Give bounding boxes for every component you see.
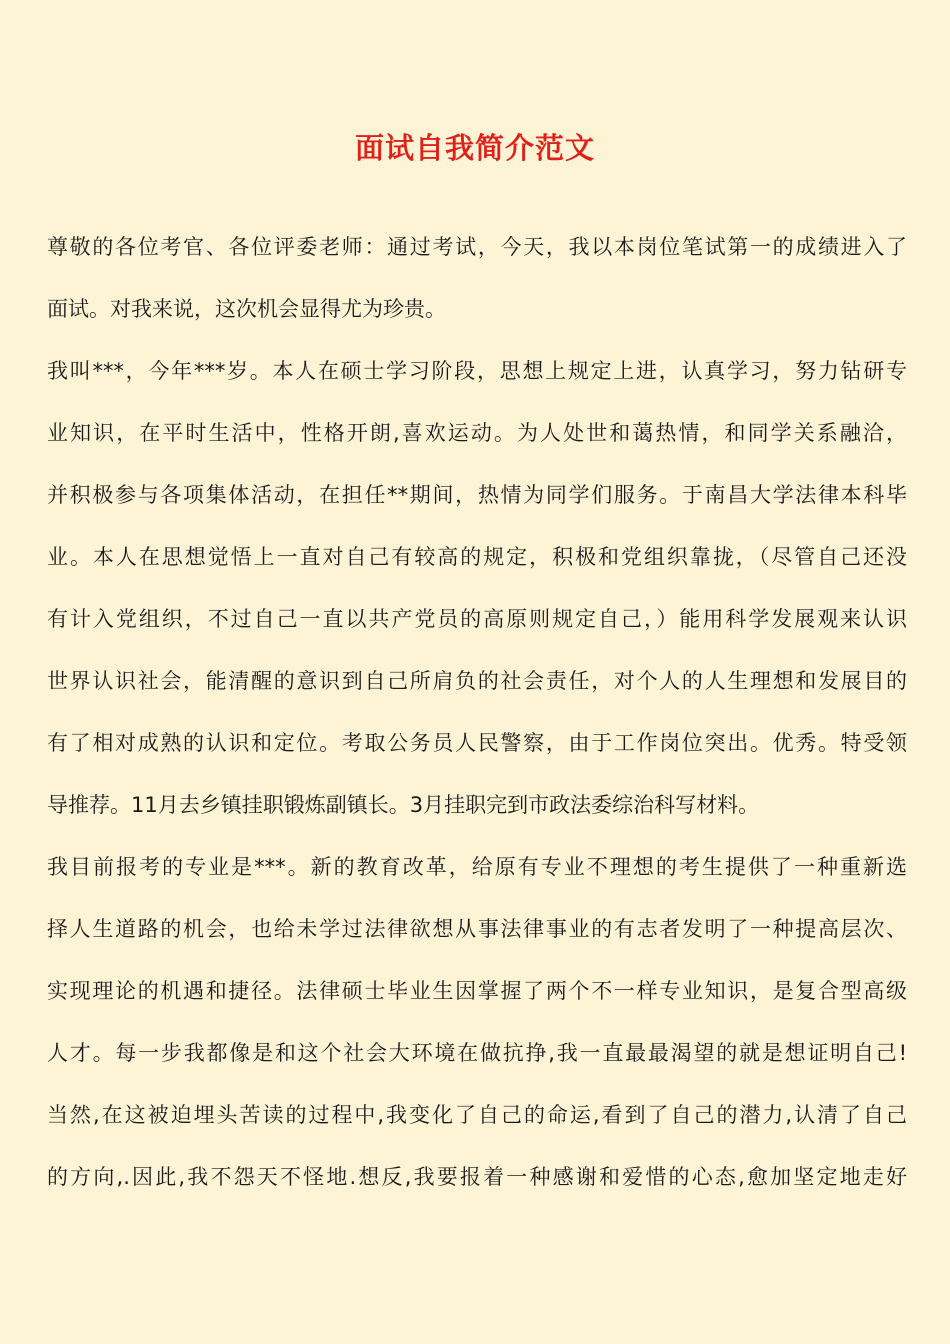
paragraph-line: 有计入党组织，不过自己一直以共产党员的高原则规定自己，）能用科学发展观来认识 xyxy=(47,607,907,631)
paragraph-line: 尊敬的各位考官、各位评委老师：通过考试，今天，我以本岗位笔试第一的成绩进入了 xyxy=(47,235,907,259)
paragraph-line: 有了相对成熟的认识和定位。考取公务员人民警察，由于工作岗位突出。优秀。特受领 xyxy=(47,731,907,755)
paragraph-line: 人才。每一步我都像是和这个社会大环境在做抗挣,我一直最最渴望的就是想证明自己! xyxy=(47,1041,907,1065)
paragraph-line: 实现理论的机遇和捷径。法律硕士毕业生因掌握了两个不一样专业知识，是复合型高级 xyxy=(47,979,907,1003)
paragraph-line: 导推荐。11月去乡镇挂职锻炼副镇长。3月挂职完到市政法委综治科写材料。 xyxy=(47,793,760,817)
paragraph-line: 择人生道路的机会，也给未学过法律欲想从事法律事业的有志者发明了一种提高层次、 xyxy=(47,917,907,941)
paragraph-line: 业。本人在思想觉悟上一直对自己有较高的规定，积极和党组织靠拢，（尽管自己还没 xyxy=(47,545,907,569)
paragraph-line: 我叫***，今年***岁。本人在硕士学习阶段，思想上规定上进，认真学习，努力钻研专 xyxy=(47,359,907,383)
document-body xyxy=(47,216,907,1208)
paragraph-line: 面试。对我来说，这次机会显得尤为珍贵。 xyxy=(47,297,446,321)
paragraph-line: 并积极参与各项集体活动，在担任**期间，热情为同学们服务。于南昌大学法律本科毕 xyxy=(47,483,907,507)
paragraph-line: 世界认识社会，能清醒的意识到自己所肩负的社会责任，对个人的人生理想和发展目的 xyxy=(47,669,907,693)
paragraph-line: 的方向,.因此,我不怨天不怪地.想反,我要报着一种感谢和爱惜的心态,愈加坚定地走好 xyxy=(47,1165,907,1189)
paragraph-line: 业知识，在平时生活中，性格开朗,喜欢运动。为人处世和蔼热情，和同学关系融洽， xyxy=(47,421,907,445)
document-title: 面试自我简介范文 xyxy=(354,131,595,165)
paragraph-line: 我目前报考的专业是***。新的教育改革，给原有专业不理想的考生提供了一种重新选 xyxy=(47,855,907,879)
paragraph-line: 当然,在这被迫埋头苦读的过程中,我变化了自己的命运,看到了自己的潜力,认清了自己 xyxy=(47,1103,907,1127)
